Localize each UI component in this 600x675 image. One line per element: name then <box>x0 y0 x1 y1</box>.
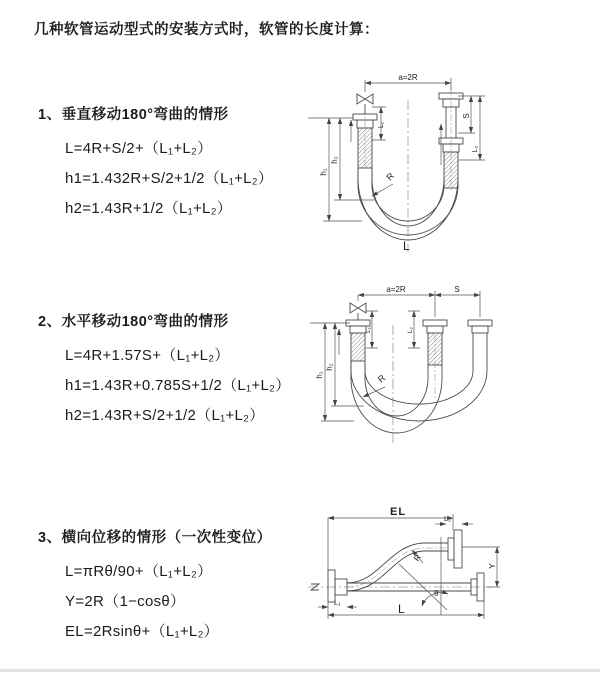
dim-label-h1: h₁ <box>319 168 328 176</box>
length-label: L <box>403 239 410 253</box>
diagram-lateral-offset <box>296 502 596 637</box>
centerlines <box>308 88 451 252</box>
formula-line: L=4R+S/2+（L₁+L₂） <box>65 140 213 157</box>
dim-label-a2r: a=2R <box>386 285 406 294</box>
diagram-vertical-bend <box>306 70 596 265</box>
braided-hose-end <box>428 333 442 365</box>
radius-label: R <box>384 170 397 183</box>
formula-line: EL=2Rsinθ+（L₁+L₂） <box>65 623 219 640</box>
formula-line: h1=1.43R+0.785S+1/2（L₁+L₂） <box>65 377 291 394</box>
construction-lines <box>399 537 448 615</box>
upper-right-flange <box>448 530 462 568</box>
section-heading: 1、垂直移动180°弯曲的情形 <box>38 107 229 123</box>
dim-label-l: L <box>398 602 405 616</box>
dim-label-s: S <box>454 285 460 294</box>
dim-label-l2: L₂ <box>444 514 452 523</box>
middle-pipe <box>423 320 447 365</box>
dim-label-l2: L₂ <box>407 326 414 334</box>
hose-curves <box>351 341 487 433</box>
dim-label-l1: L₁ <box>334 598 341 607</box>
page-bottom-edge <box>0 669 600 672</box>
dimension-lines <box>321 291 480 421</box>
formula-line: L=4R+1.57S+（L₁+L₂） <box>65 347 230 364</box>
valve-icon <box>357 94 373 104</box>
section-heading: 2、水平移动180°弯曲的情形 <box>38 314 229 330</box>
diagram-horizontal-bend <box>306 283 596 448</box>
centerlines <box>308 548 492 587</box>
section-vertical-bend <box>38 103 273 224</box>
left-pipe <box>353 94 377 168</box>
dim-label-l1: L₁ <box>378 121 385 129</box>
valve-icon <box>350 303 366 313</box>
dim-label-s: S <box>462 113 471 119</box>
braided-hose-end <box>358 128 372 168</box>
section-heading: 3、横向位移的情形（一次性变位） <box>38 530 272 546</box>
dim-label-h2: h₂ <box>330 156 339 164</box>
dimension-labels <box>334 506 497 616</box>
formula-line: h1=1.432R+S/2+1/2（L₁+L₂） <box>65 170 274 187</box>
dim-label-el: EL <box>390 506 407 518</box>
formula-line: h2=1.43R+S/2+1/2（L₁+L₂） <box>65 407 265 424</box>
section-horizontal-bend <box>38 310 291 431</box>
dim-label-h1: h₁ <box>315 371 324 379</box>
dim-label-h2: h₂ <box>325 363 334 371</box>
dim-label-l1: L₁ <box>365 327 372 333</box>
braided-hose-end <box>444 152 458 188</box>
angle-label: θ <box>434 589 439 598</box>
formula-line: L=πRθ/90+（L₁+L₂） <box>65 563 213 580</box>
formula-line: Y=2R（1−cosθ） <box>65 593 186 610</box>
right-pipe <box>468 320 492 341</box>
braided-hose-end <box>351 333 365 361</box>
page-title: 几种软管运动型式的安装方式时，软管的长度计算： <box>34 22 379 38</box>
dim-label-l2: L₂ <box>472 145 479 153</box>
section-lateral-offset <box>38 526 272 647</box>
radius-label: R <box>375 372 388 385</box>
dim-label-y: Y <box>487 563 497 569</box>
radius-label: R <box>411 552 424 564</box>
dim-label-a2r: a=2R <box>398 73 418 82</box>
formula-line: h2=1.43R+1/2（L₁+L₂） <box>65 200 233 217</box>
hose-displaced-position <box>347 543 448 591</box>
